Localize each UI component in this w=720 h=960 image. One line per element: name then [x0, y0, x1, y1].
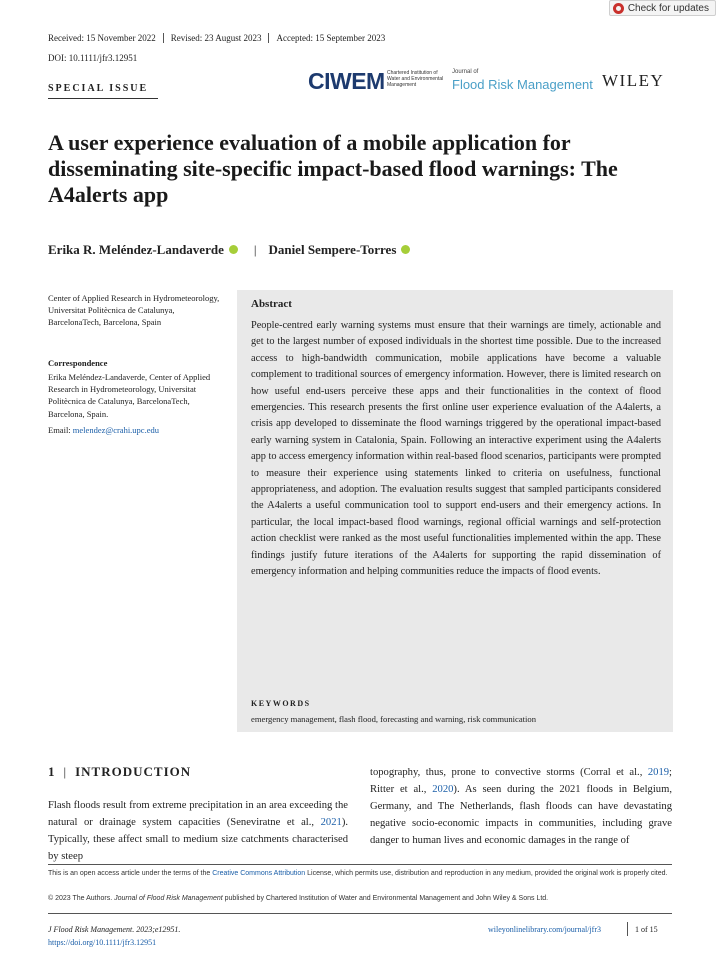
doi: DOI: 10.1111/jfr3.12951: [48, 53, 138, 63]
doi-link[interactable]: https://doi.org/10.1111/jfr3.12951: [48, 938, 157, 947]
check-updates-label: Check for updates: [627, 2, 709, 14]
accepted-date: Accepted: 15 September 2023: [276, 33, 386, 43]
orcid-icon[interactable]: [401, 245, 410, 254]
journal-of-label: Journal of: [452, 69, 479, 75]
intro-paragraph-left: [48, 797, 348, 865]
intro-text: ). As seen during the 2021 floods in Belgium, Germany, and The Netherlands, flash floods can have devastating negative socio-economic impacts in communities, including grave danger to human lives and economic damages in the range of: [370, 784, 672, 846]
affiliation: Center of Applied Research in Hydrometeorology, Universitat Politècnica de Catalunya, BarcelonaTech, Barcelona, Spain: [48, 293, 220, 328]
keywords-text: emergency management, flash flood, forecasting and warning, risk communication: [251, 714, 537, 724]
orcid-icon[interactable]: [229, 245, 238, 254]
abstract-text: People-centred early warning systems must ensure that their warnings are timely, actionable and get to the largest number of exposed individuals in the shortest time possible. Due to the increased access to high-bandwidth communication, mobile applications have become a valuable complement to traditional sources of emergency information. However, there is limited research on how useful end-users perceive these apps and their functionalities in the context of flood emergencies. This research presents the first online user experience evaluation of the A4alerts, a crisis app developed to disseminate the flood warnings triggered by the operational impact-based early warning system in Catalonia, Spain. Following an interactive experiment using the A4alerts app to access emergency information within real-based flood scenarios, participants were prompted to measure their experience using statements linked to criteria on usefulness, functional appropriateness, and adoption. The evaluation results suggest that sampled participants considered the A4alerts a useful communication tool to support end-users and their emergency actions. In particular, the local impact-based flood warnings, regional official warnings and self-protection action checklist were ranked as the most useful functionalities implemented within the app. These findings justify future iterations of the A4alerts for supporting the rapid dissemination of emergency information and helping communities reduce the impacts of flood events.: [251, 320, 661, 578]
check-for-updates-button[interactable]: [609, 0, 716, 16]
license-note: [48, 869, 672, 879]
citation-link[interactable]: 2019: [647, 767, 670, 778]
journal-site-link[interactable]: wileyonlinelibrary.com/journal/jfr3: [488, 925, 602, 934]
intro-text: Flash floods result from extreme precipitation in an area exceeding the natural or drainage system capacities (Seneviratne et al.,: [48, 800, 348, 828]
email-link[interactable]: melendez@crahi.upc.edu: [72, 425, 159, 435]
citation-link[interactable]: 2020: [432, 784, 454, 795]
correspondence-heading: Correspondence: [48, 358, 108, 368]
revised-date: Revised: 23 August 2023: [171, 33, 270, 43]
license-link[interactable]: Creative Commons Attribution: [212, 870, 306, 877]
ciwem-logo: CIWEM: [308, 68, 385, 94]
email-label: Email:: [48, 425, 73, 435]
page-separator: [627, 922, 628, 936]
article-title: A user experience evaluation of a mobile application for disseminating site-specific impact-based flood warnings: The A4alerts app: [48, 130, 618, 207]
author-2[interactable]: Daniel Sempere-Torres: [268, 242, 397, 257]
page-number: 1 of 15: [635, 925, 658, 934]
copyright-text: published by Chartered Institution of Water and Environmental Management and John Wiley & Sons Ltd.: [222, 895, 549, 902]
article-dates: [48, 33, 399, 43]
intro-paragraph-right: [370, 764, 672, 849]
authors: [48, 242, 414, 258]
author-separator: |: [253, 242, 257, 257]
intro-text: ). Typically, these affect small to medium size catchments characterised by steep: [48, 817, 348, 862]
intro-heading: [48, 764, 191, 780]
section-title: INTRODUCTION: [75, 764, 192, 779]
license-text: This is an open access article under the terms of the: [48, 870, 213, 877]
check-updates-icon: [613, 3, 624, 14]
license-text: License, which permits use, distribution and reproduction in any medium, provided the original work is properly cited.: [305, 870, 668, 877]
ciwem-subtitle: Chartered Institution of Water and Environmental Management: [387, 70, 444, 88]
citation-line: J Flood Risk Management. 2023;e12951.: [48, 925, 181, 934]
copyright-text: © 2023 The Authors.: [48, 895, 115, 902]
footnote-rule: [48, 864, 672, 865]
copyright-journal: Journal of Flood Risk Management: [114, 895, 223, 902]
section-separator: |: [63, 764, 68, 779]
intro-text: topography, thus, prone to convective storms (Corral et al.,: [370, 767, 648, 778]
keywords-heading: KEYWORDS: [251, 699, 311, 708]
citation-link[interactable]: 2021: [320, 817, 342, 828]
abstract-heading: Abstract: [251, 298, 292, 310]
section-number: 1: [48, 764, 56, 779]
received-date: Received: 15 November 2022: [48, 33, 164, 43]
copyright-note: [48, 895, 672, 902]
footer-rule: [48, 913, 672, 914]
wiley-logo: WILEY: [602, 71, 665, 90]
section-rule: [48, 98, 158, 99]
section-label: SPECIAL ISSUE: [48, 83, 149, 94]
intro-text: ; Ritter et al.,: [370, 767, 672, 795]
correspondence-text: Erika Meléndez-Landaverde, Center of Applied Research in Hydrometeorology, Universitat Politècnica de Catalunya, BarcelonaTech, Barcelona, Spain.: [48, 372, 211, 419]
author-1[interactable]: Erika R. Meléndez-Landaverde: [48, 242, 224, 257]
correspondence-email: [48, 425, 159, 435]
journal-logo: Flood Risk Management: [452, 77, 593, 92]
